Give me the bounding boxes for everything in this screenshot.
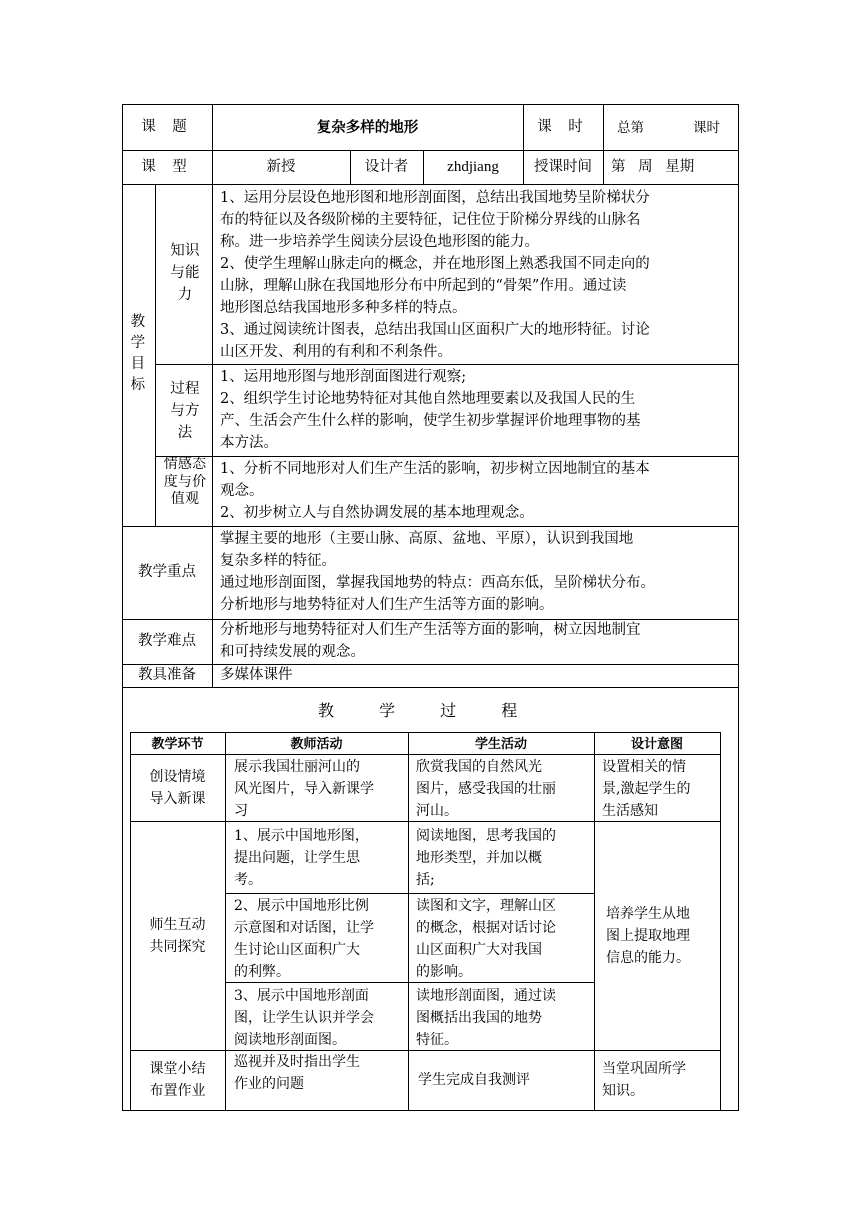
subject-value: 复杂多样的地形	[316, 119, 419, 136]
table-border	[594, 732, 595, 1110]
period-label: 课 时	[537, 119, 589, 135]
process-label: 过程与方法	[170, 381, 200, 441]
key-points-label: 教学重点	[138, 564, 196, 580]
table-border	[122, 664, 739, 665]
table-border	[408, 732, 409, 1110]
type-label: 课 型	[141, 159, 193, 175]
col-header-student: 学生活动	[474, 737, 527, 752]
lesson-plan-page: 课 题 复杂多样的地形 课 时 总第 课时 课 型 新授 设计者 zhdjiang 授课时间 第 周 星期 教学目标 知识与能力 1、运用分层设色地形图和地形剖面图，总结出我国地势呈阶梯状分 布的特征以及各级阶梯的主要特征，记住位于阶梯分界线的山脉名 称。进一步培养学生阅读分层设色地形图的能力。 2、使学生理解山脉走向的概念，并在地形图上熟悉我国不同走向的 山脉，理解山脉在我国地形分布中所起到的“骨架”作用。通过读 地形图总结我国地形多种多样的特点。 3、通过阅读统计图表，总结出我国山区面积广大的地形特征。讨论 山区开发、利用的有利和不利条件。 过程与方法 1、运用地形图与地形剖面图进行观察; 2、组织学生讨论地势特征对其他自然地理要素以及我国人民的生 产、生活会产生什么样的影响，使学生初步掌握评价地理事物的基 本方法。 情感态度与价值观 1、分析不同地形对人们生产生活的影响，初步树立因地制宜的基本 观念。 2、初步树立人与自然协调发展的基本地理观念。 教学重点 掌握主要的地形（主要山脉、高原、盆地、平原），认识到我国地 复杂多样的特征。 通过地形剖面图，掌握我国地势的特点：西高东低，呈阶梯状分布。 分析地形与地势特征对人们生产生活等方面的影响。 教学难点 分析地形与地势特征对人们生产生活等方面的影响，树立因地制宜 和可持续发展的观念。 教具准备 多媒体课件 教 学 过 程 教学环节 教师活动 学生活动 设计意图 创设情境 导入新课 展示我国壮丽河山的 风光图片，导入新课学 习 欣赏我国的自然风光 图片，感受我国的壮丽 河山。 设置相关的情 景,激起学生的 生活感知 师生互动 共同探究 1、展示中国地形图， 提出问题，让学生思 考。 2、展示中国地形比例 示意图和对话图，让学 生讨论山区面积广大 的利弊。 3、展示中国地形剖面 图，让学生认识并学会 阅读地形剖面图。 阅读地图，思考我国的 地形类型，并加以概 括; 读图和文字，理解山区 的概念，根据对话讨论 山区面积广大对我国 的影响。 读地形剖面图，通过读 图概括出我国的地势 特征。 培养学生从地 图上提取地理 信息的能力。 课堂小结 布置作业 巡视并及时指出学生 作业的问题 学生完成自我测评 当堂巩固所学 知识。	[0, 0, 860, 1216]
process-title: 教 学 过 程	[318, 701, 518, 720]
table-border	[122, 104, 739, 105]
designer-value: zhdjiang	[447, 159, 499, 175]
period-value-suffix: 课时	[693, 120, 720, 136]
table-border	[122, 104, 123, 1111]
col-header-teacher: 教师活动	[290, 737, 343, 752]
knowledge-label: 知识与能力	[170, 243, 200, 303]
col-header-stage: 教学环节	[151, 737, 204, 752]
table-border	[225, 732, 226, 1110]
table-border	[720, 732, 721, 1110]
time-value: 第 周 星期	[611, 159, 695, 175]
table-border	[130, 732, 721, 733]
emotion-label: 情感态度与价值观	[163, 456, 207, 507]
difficulties-label: 教学难点	[138, 633, 196, 649]
time-label: 授课时间	[534, 159, 592, 175]
table-border	[225, 893, 594, 894]
col-header-intent: 设计意图	[630, 737, 683, 752]
materials-label: 教具准备	[138, 667, 196, 683]
materials-value: 多媒体课件	[220, 667, 293, 683]
objectives-title: 教学目标	[130, 314, 146, 393]
table-border	[122, 1110, 739, 1111]
table-border	[603, 104, 604, 184]
table-border	[155, 456, 739, 457]
table-border	[738, 104, 739, 1111]
table-border	[122, 150, 739, 151]
table-border	[155, 184, 156, 526]
designer-label: 设计者	[364, 159, 409, 175]
table-border	[122, 184, 739, 185]
type-value: 新授	[266, 159, 296, 175]
table-border	[155, 364, 739, 365]
subject-label: 课 题	[141, 119, 193, 135]
period-value-prefix: 总第	[617, 120, 644, 136]
table-border	[212, 104, 213, 687]
table-border	[122, 687, 739, 688]
table-border	[122, 526, 739, 527]
